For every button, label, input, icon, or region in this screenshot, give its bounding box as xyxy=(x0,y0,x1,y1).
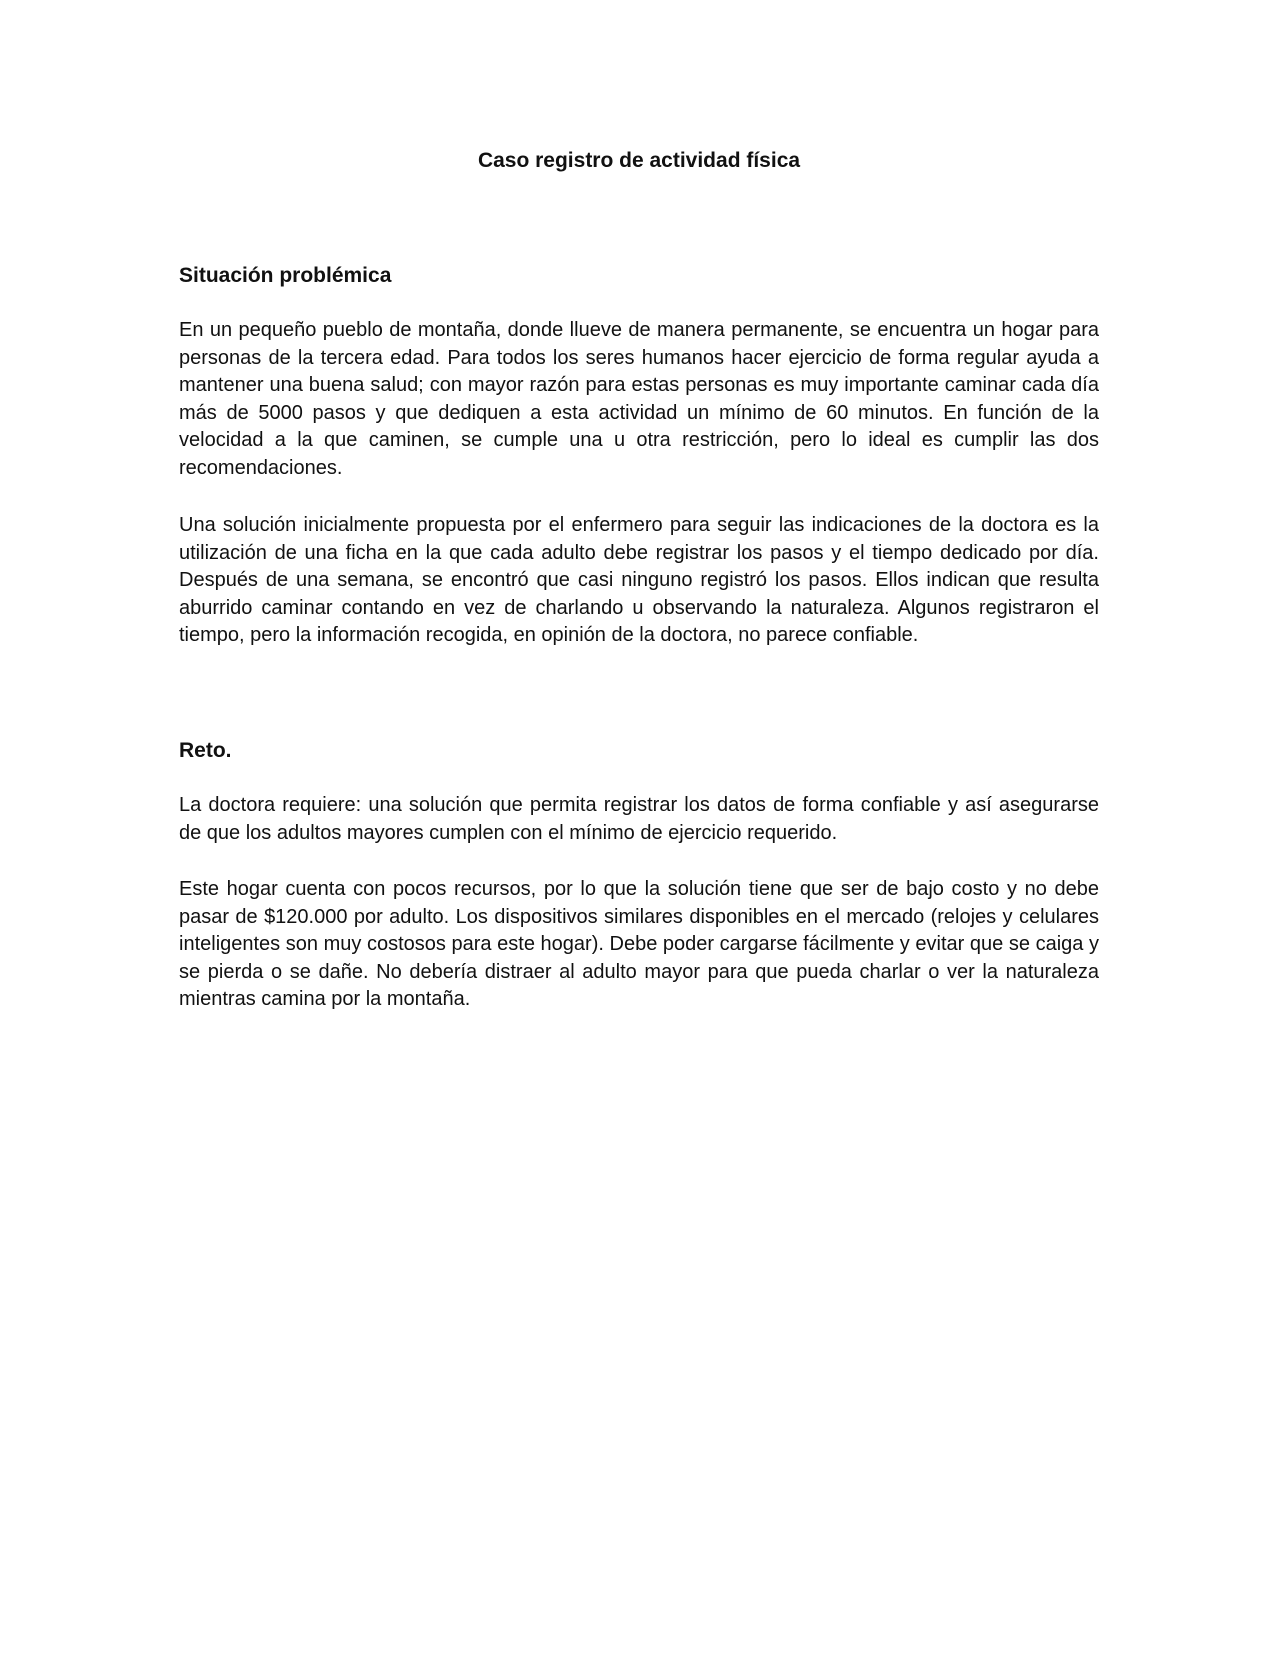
paragraph-reto-1: La doctora requiere: una solución que permita registrar los datos de forma confiable y así asegurarse de que los adultos mayores cumplen con el mínimo de ejercicio requerido. xyxy=(179,794,1099,844)
paragraph-situacion-1: En un pequeño pueblo de montaña, donde llueve de manera permanente, se encuentra un hogar para personas de la tercera edad. Para todos los seres humanos hacer ejercicio de forma regular ayuda a mantener una buena salud; con mayor razón para estas personas es muy importante caminar cada día más de 5000 pasos y que dediquen a esta actividad un mínimo de 60 minutos. En función de la velocidad a la que caminen, se cumple una u otra restricción, pero lo ideal es cumplir las dos recomendaciones. xyxy=(179,319,1099,479)
section-heading-reto: Reto. xyxy=(179,739,232,762)
section-heading-situacion: Situación problémica xyxy=(179,264,392,287)
paragraph-reto-2: Este hogar cuenta con pocos recursos, por lo que la solución tiene que ser de bajo costo y no debe pasar de $120.000 por adulto. Los dispositivos similares disponibles en el mercado (relojes y celulares inteligentes son muy costosos para este hogar). Debe poder cargarse fácilmente y evitar que se caiga y se pierda o se dañe. No debería distraer al adulto mayor para que pueda charlar o ver la naturaleza mientras camina por la montaña. xyxy=(179,878,1099,1011)
paragraph-situacion-2: Una solución inicialmente propuesta por el enfermero para seguir las indicaciones de la doctora es la utilización de una ficha en la que cada adulto debe registrar los pasos y el tiempo dedicado por día. Después de una semana, se encontró que casi ninguno registró los pasos. Ellos indican que resulta aburrido caminar contando en vez de charlando u observando la naturaleza. Algunos registraron el tiempo, pero la información recogida, en opinión de la doctora, no parece confiable. xyxy=(179,514,1099,647)
document-title: Caso registro de actividad física xyxy=(477,149,801,172)
